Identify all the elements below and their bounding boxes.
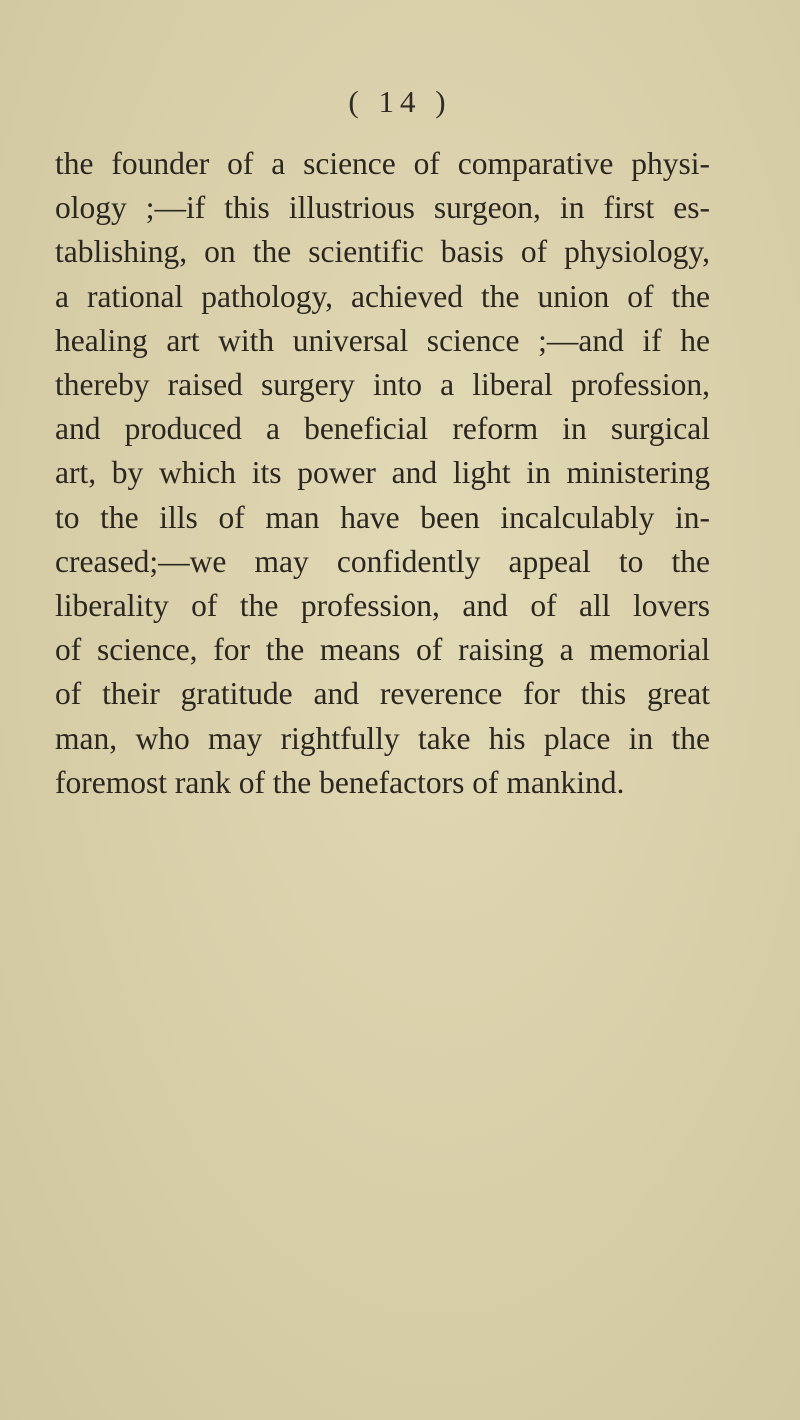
text-line: of their gratitude and reverence for this great bbox=[55, 676, 710, 712]
text-line: thereby raised surgery into a liberal profession, bbox=[55, 367, 710, 403]
text-line: the founder of a science of comparative physi- bbox=[55, 146, 710, 181]
text-line: liberality of the profession, and of all lovers bbox=[55, 588, 710, 624]
text-line-last: foremost rank of the benefactors of mankind. bbox=[55, 764, 625, 800]
text-line: man, who may rightfully take his place in the bbox=[55, 720, 710, 756]
text-line: to the ills of man have been incalculably in- bbox=[55, 499, 710, 535]
text-line: of science, for the means of raising a memorial bbox=[55, 632, 710, 668]
page-number: ( 14 ) bbox=[348, 84, 452, 119]
text-line: creased;—we may confidently appeal to the bbox=[55, 543, 710, 579]
text-line: tablishing, on the scientific basis of physiology, bbox=[55, 234, 710, 270]
text-line: a rational pathology, achieved the union of the bbox=[55, 278, 710, 314]
text-line: healing art with universal science ;—and if he bbox=[55, 322, 710, 358]
text-line: ology ;—if this illustrious surgeon, in first es- bbox=[55, 190, 710, 226]
text-line: art, by which its power and light in ministering bbox=[55, 455, 710, 491]
body-paragraph bbox=[55, 142, 710, 805]
text-line: and produced a beneficial reform in surgical bbox=[55, 411, 710, 447]
